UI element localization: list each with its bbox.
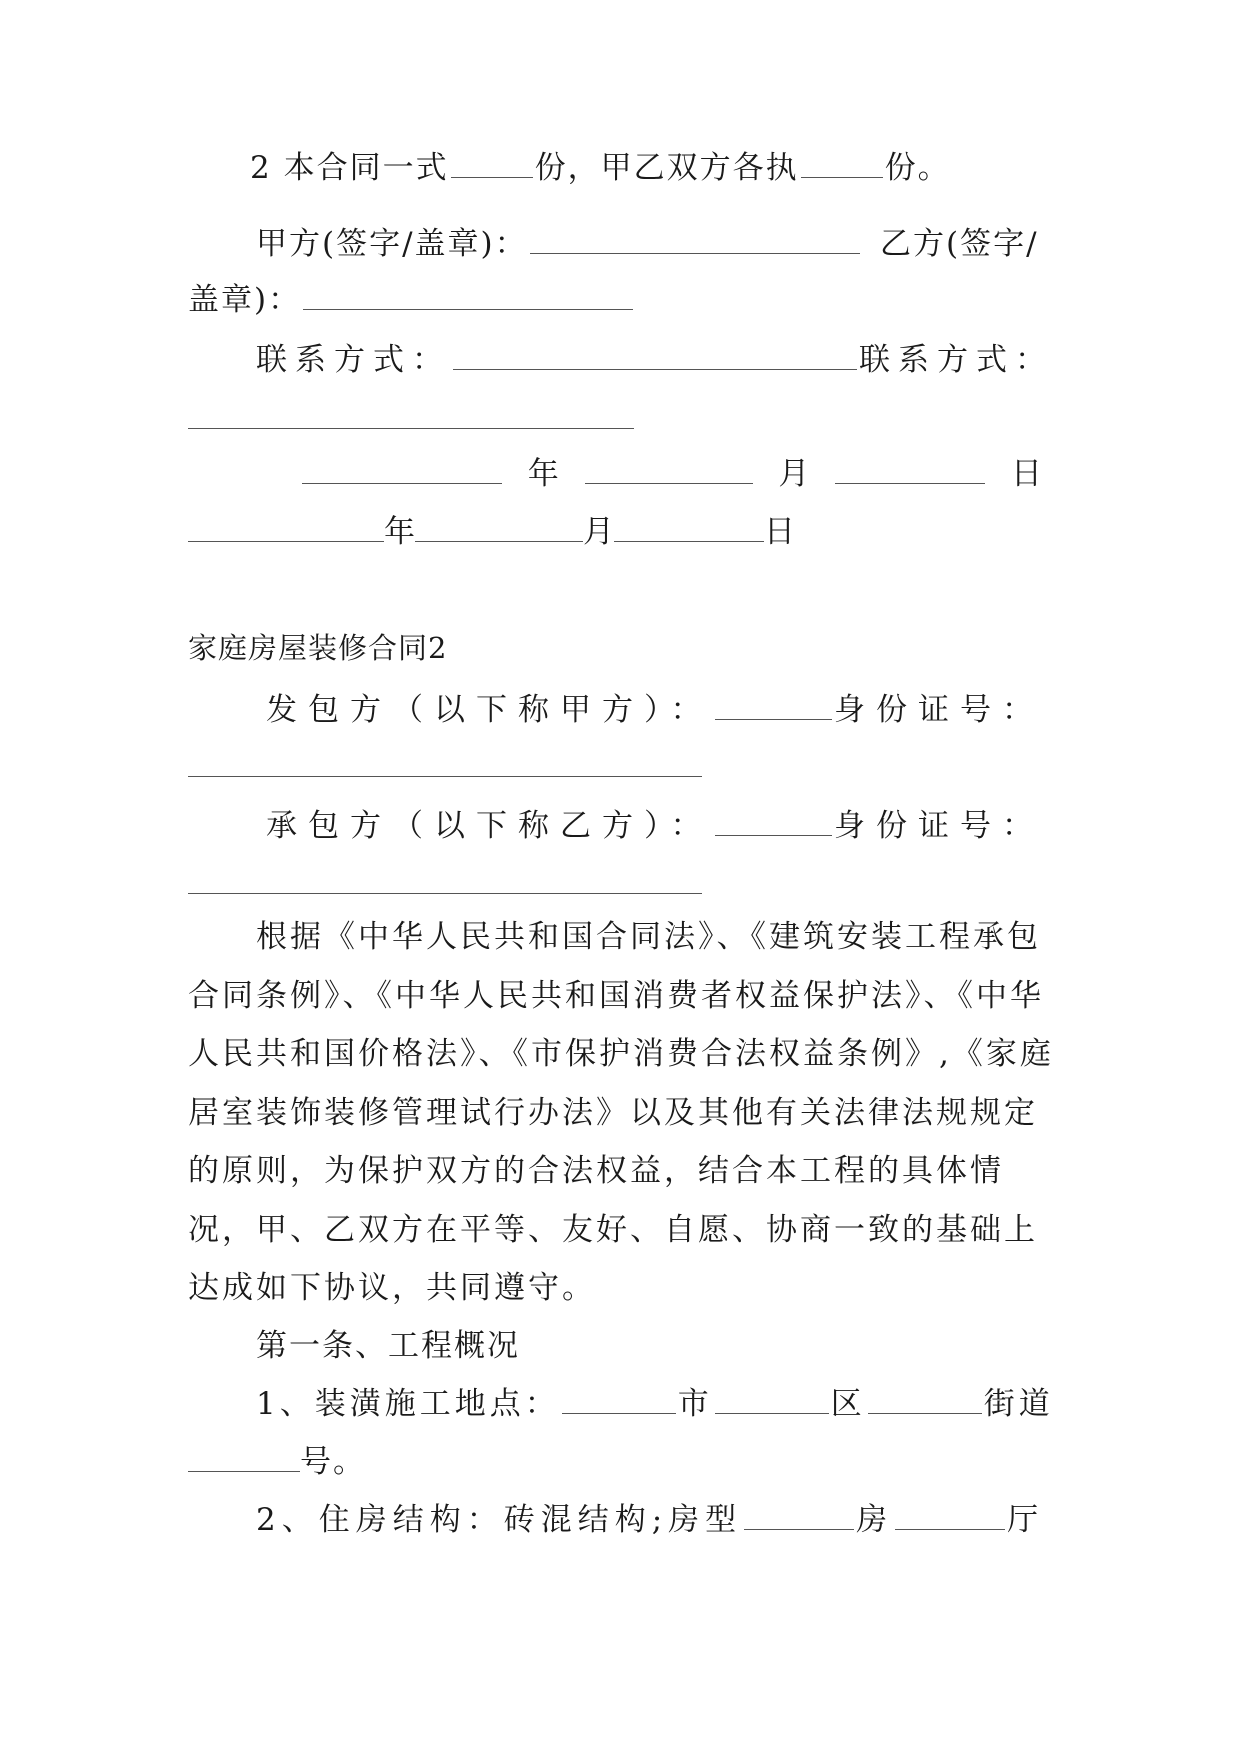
contractor-label: 承包方（以下称乙方）： bbox=[266, 808, 713, 844]
copies-prefix: 2 本合同一式 bbox=[250, 150, 449, 186]
month-blank-b[interactable] bbox=[415, 515, 583, 542]
day-blank-b[interactable] bbox=[614, 515, 764, 542]
item-2-prefix: 2、住房结构：砖混结构;房型 bbox=[256, 1502, 743, 1538]
party-a-sign-label: 甲方(签字/盖章)： bbox=[256, 226, 528, 262]
district-blank[interactable] bbox=[715, 1387, 829, 1414]
party-a-contact-label: 联系方式： bbox=[256, 342, 451, 378]
employer-name-blank[interactable] bbox=[715, 693, 833, 720]
copies-each-blank[interactable] bbox=[801, 151, 883, 178]
item-2-room: 房 bbox=[856, 1502, 894, 1538]
party-b-sign-label-end: 盖章)： bbox=[188, 282, 302, 318]
year-blank-a[interactable] bbox=[302, 457, 502, 484]
item-1-line bbox=[256, 1384, 1054, 1424]
copies-mid: 份，甲乙双方各执 bbox=[534, 150, 799, 186]
item-1-district: 区 bbox=[830, 1386, 866, 1422]
hall-count-blank[interactable] bbox=[895, 1503, 1005, 1530]
item-2-hall: 厅 bbox=[1007, 1502, 1045, 1538]
date-line-b bbox=[188, 512, 795, 552]
month-label-b: 月 bbox=[583, 514, 614, 550]
employer-label: 发包方（以下称甲方）： bbox=[266, 692, 713, 728]
year-label-a: 年 bbox=[527, 456, 559, 492]
party-b-sign-start bbox=[880, 224, 1039, 264]
contract-title: 家庭房屋装修合同2 bbox=[188, 631, 448, 665]
day-label-b: 日 bbox=[764, 514, 795, 550]
item-1-street: 街道 bbox=[983, 1386, 1054, 1422]
employer-line bbox=[266, 690, 1044, 730]
item-2-line bbox=[256, 1500, 1044, 1540]
employer-id-blank[interactable] bbox=[188, 776, 702, 777]
party-b-sign-line bbox=[188, 280, 635, 320]
day-blank-a[interactable] bbox=[835, 457, 985, 484]
copies-line bbox=[250, 148, 951, 188]
party-b-sign-blank[interactable] bbox=[303, 283, 633, 310]
contractor-id-blank[interactable] bbox=[188, 893, 702, 894]
item-1-number-line bbox=[188, 1442, 366, 1482]
party-a-contact-blank[interactable] bbox=[453, 343, 857, 370]
article-1-title: 第一条、工程概况 bbox=[256, 1328, 520, 1364]
contact-line bbox=[256, 340, 1054, 380]
year-label-b: 年 bbox=[384, 514, 415, 550]
month-label-a: 月 bbox=[778, 456, 810, 492]
copies-total-blank[interactable] bbox=[451, 151, 533, 178]
signature-line bbox=[256, 224, 862, 264]
street-blank[interactable] bbox=[868, 1387, 982, 1414]
party-b-contact-label: 联系方式： bbox=[859, 342, 1054, 378]
contractor-id-label: 身份证号： bbox=[834, 808, 1044, 844]
item-1-prefix: 1、装潢施工地点： bbox=[256, 1386, 560, 1422]
room-count-blank[interactable] bbox=[744, 1503, 854, 1530]
party-b-contact-blank[interactable] bbox=[188, 428, 634, 429]
employer-id-label: 身份证号： bbox=[834, 692, 1044, 728]
day-label-a: 日 bbox=[1010, 456, 1042, 492]
item-1-city: 市 bbox=[677, 1386, 713, 1422]
number-blank[interactable] bbox=[188, 1445, 300, 1472]
copies-suffix: 份。 bbox=[884, 150, 951, 186]
year-blank-b[interactable] bbox=[188, 515, 384, 542]
party-a-sign-blank[interactable] bbox=[530, 227, 860, 254]
date-line-a bbox=[300, 454, 1042, 494]
party-b-sign-label-start: 乙方(签字/ bbox=[880, 226, 1039, 262]
contractor-line bbox=[266, 806, 1044, 846]
city-blank[interactable] bbox=[562, 1387, 676, 1414]
month-blank-a[interactable] bbox=[585, 457, 753, 484]
contractor-name-blank[interactable] bbox=[715, 809, 833, 836]
item-1-number: 号。 bbox=[300, 1444, 366, 1480]
preamble-paragraph: 根据《中华人民共和国合同法》、《建筑安装工程承包合同条例》、《中华人民共和国消费者权益保护法》、《中华人民共和国价格法》、《市保护消费合法权益条例》,《家庭居室装饰装修管理试行办法》以及其他有关法律法规规定的原则，为保护双方的合法权益，结合本工程的具体情况，甲、乙双方在平等、友好、自愿、协商一致的基础上达成如下协议，共同遵守。 bbox=[188, 919, 1054, 1306]
